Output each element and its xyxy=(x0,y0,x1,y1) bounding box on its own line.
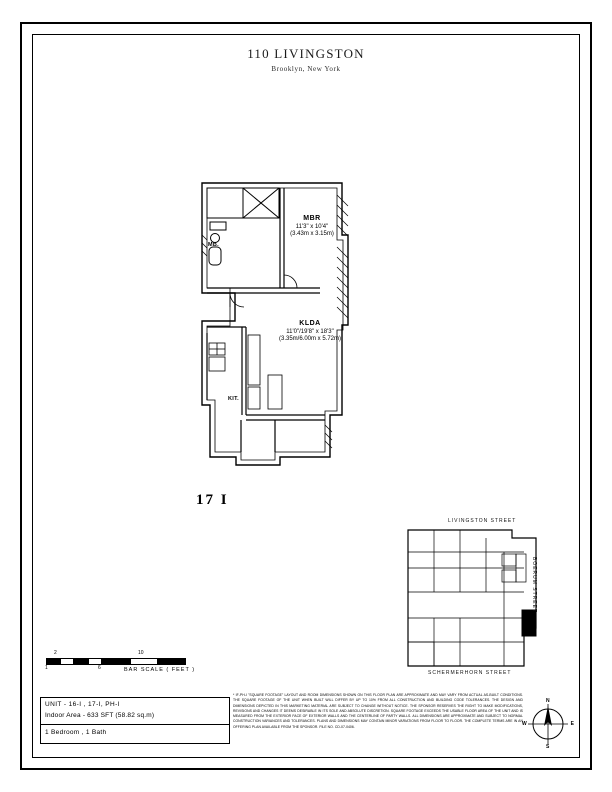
room-label-mbr: MBR 11'3" x 10'4" (3.43m x 3.15m) xyxy=(290,215,334,238)
building-name: 110 LIVINGSTON xyxy=(247,46,365,61)
building-location: Brooklyn, New York xyxy=(271,65,341,73)
room-label-kitchen: KIT. xyxy=(228,396,239,402)
scale-bar xyxy=(46,650,206,673)
unit-info-area: Indoor Area - 633 SFT (58.82 sq.m) xyxy=(45,712,155,719)
scale-ticks-top: 2 10 xyxy=(54,650,144,656)
unit-info-beds: 1 Bedroom , 1 Bath xyxy=(45,729,107,736)
keyplan-street-livingston: LIVINGSTON STREET xyxy=(448,518,517,524)
scale-caption: BAR SCALE ( FEET ) xyxy=(124,667,196,673)
unit-info-box xyxy=(40,697,230,744)
scale-bar-graphic xyxy=(46,658,206,665)
unit-info-units: UNIT - 16-I , 17-I, PH-I xyxy=(45,701,120,708)
north-arrow xyxy=(524,700,572,748)
keyplan-street-schermerhorn: SCHERMERHORN STREET xyxy=(428,670,512,676)
unit-number: 17 I xyxy=(196,492,229,508)
north-label: N xyxy=(546,698,550,704)
keyplan-street-boerum: BOERUM STREET xyxy=(530,556,537,614)
west-label: W xyxy=(522,721,527,727)
room-label-klda: KLDA 11'0"/19'8" x 18'3" (3.35m/6.00m x 5.72m) xyxy=(278,320,342,343)
room-label-mbath: MB. xyxy=(208,242,219,248)
east-label: E xyxy=(570,721,574,727)
scale-ticks-bottom: 1 6 xyxy=(45,665,101,671)
title-block xyxy=(0,46,612,73)
south-label: S xyxy=(546,744,550,750)
key-plan xyxy=(404,518,556,678)
legal-disclaimer: * IF-PH-I "SQUARE FOOTAGE" LAYOUT AND ROOM DIMENSIONS SHOWN ON THIS FLOOR PLAN ARE APPROXIMATE AND MAY VARY FROM ACTUAL AS-BUILT CONDITIONS. THE SQUARE FOOTAGE OF THE UNIT WHEN BUILT WILL DIFFER BY UP TO 10% FROM ALL CONSTRUCTION AND BUILDING CODE TOLERANCES. THE DESIGN AND DIMENSIONS DEPICTED IN THIS MARKETING MATERIAL ARE SUBJECT TO CHANGE WITHOUT NOTICE. THE SPONSOR RESERVES THE RIGHT TO MAKE MODIFICATIONS, REVISIONS AND CHANGES IT DEEMS DESIRABLE IN ITS SOLE AND ABSOLUTE DISCRETION. SQUARE FOOTAGE EXCEEDS THE USABLE FLOOR AREA OF THE UNIT AND IS MEASURED FROM THE EXTERIOR FACE OF EXTERIOR WALLS AND THE CENTERLINE OF PARTY WALLS. ALL DIMENSIONS ARE APPROXIMATE AND SUBJECT TO NORMAL CONSTRUCTION VARIANCES AND TOLERANCES. PLANS AND DIMENSIONS MAY CONTAIN MINOR VARIATIONS FROM FLOOR TO FLOOR. THE COMPLETE TERMS ARE IN AN OFFERING PLAN AVAILABLE FROM THE SPONSOR. FILE NO. CD-07-0406. xyxy=(233,693,523,729)
unit-info-divider xyxy=(41,724,229,725)
